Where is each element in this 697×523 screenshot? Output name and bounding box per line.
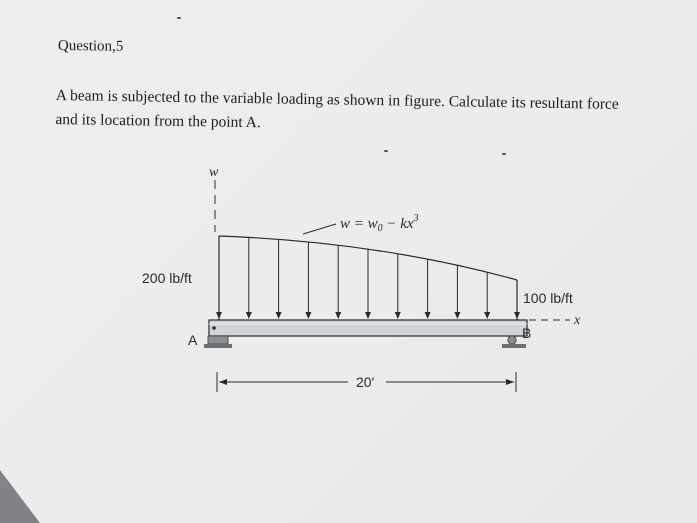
question-line-1: A beam is subjected to the variable loading as shown in figure. Calculate its resultant force <box>55 86 619 113</box>
question-line-2: and its location from the point A. <box>55 110 261 132</box>
question-title: Question,5 <box>57 38 124 55</box>
w-axis-label: w <box>209 165 219 180</box>
load-arrow-head <box>276 312 282 319</box>
load-arrow-head <box>246 312 252 319</box>
load-arrow-head <box>484 312 490 319</box>
support-a <box>208 336 228 344</box>
load-arrow-head <box>365 312 371 319</box>
support-b-label: B <box>522 325 532 341</box>
dimension-arrow-right <box>506 379 514 385</box>
load-arrows <box>216 236 520 319</box>
load-arrow-head <box>216 312 222 319</box>
load-arrow-head <box>395 312 401 319</box>
load-arrow-head <box>425 312 431 319</box>
support-a-label: A <box>188 332 198 348</box>
load-arrow-head <box>514 312 520 319</box>
left-intensity-label: 200 lb/ft <box>142 270 192 286</box>
load-arrow-head <box>305 312 311 319</box>
pin-a-marker <box>212 326 216 330</box>
support-b-roller <box>508 336 516 344</box>
dimension-arrow-left <box>219 379 227 385</box>
x-axis-label: x <box>574 313 581 328</box>
equation-leader <box>303 224 336 234</box>
load-arrow-head <box>454 312 460 319</box>
beam <box>209 320 527 336</box>
support-a-ground <box>204 344 232 348</box>
load-arrow-head <box>335 312 341 319</box>
load-equation: $w = w_0 - kx^3$ <box>340 213 419 234</box>
span-length-label: 20′ <box>356 374 375 390</box>
right-intensity-label: 100 lb/ft <box>523 290 573 306</box>
support-b-ground <box>502 344 526 348</box>
